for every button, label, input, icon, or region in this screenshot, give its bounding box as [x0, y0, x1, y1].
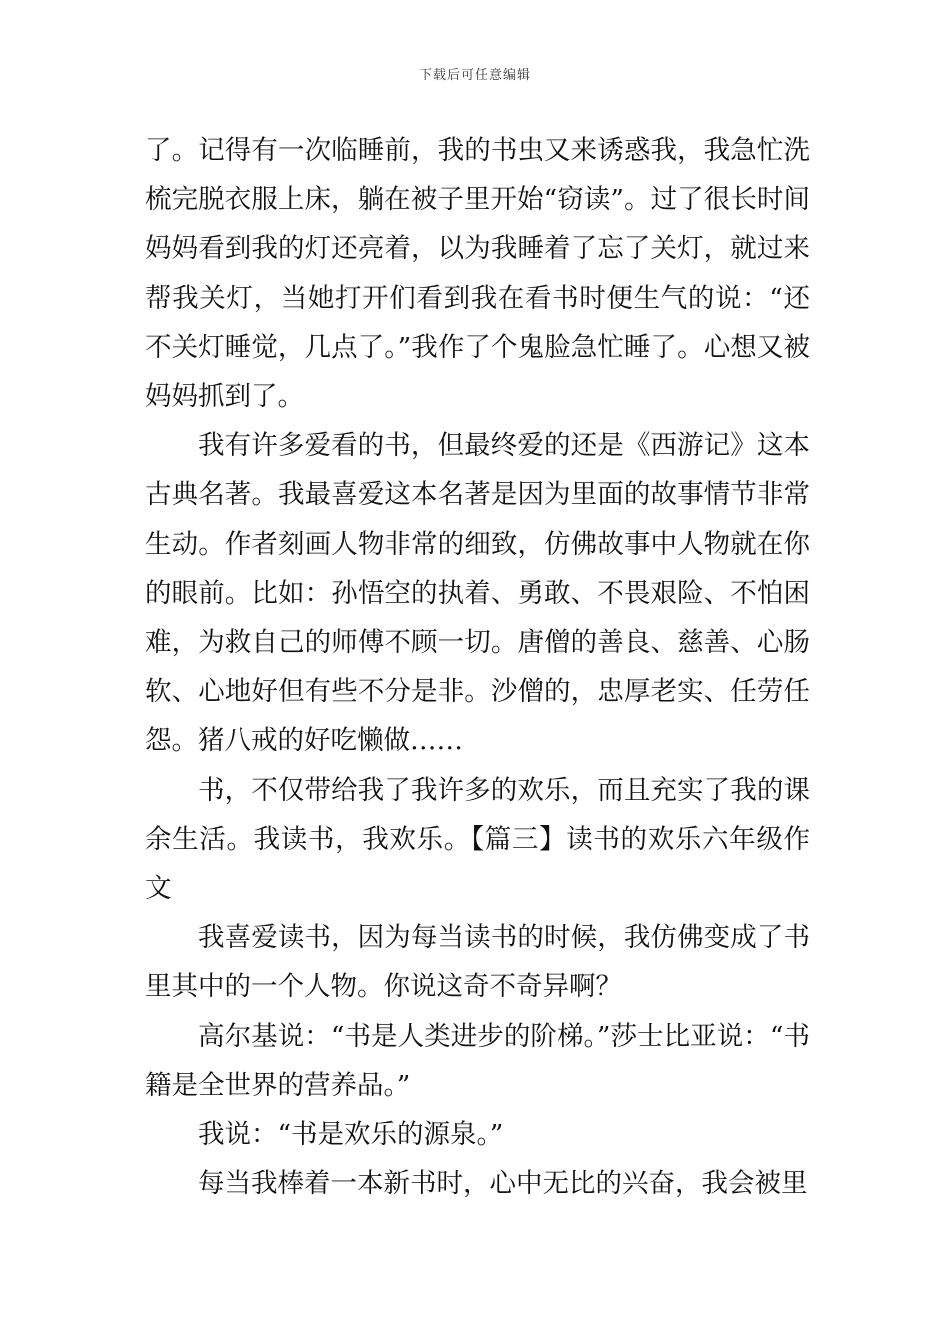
paragraph-4: 我喜爱读书，因为每当读书的时候，我仿佛变成了书里其中的一个人物。你说这奇不奇异啊？: [145, 922, 810, 1003]
paragraph-3: 书，不仅带给我了我许多的欢乐，而且充实了我的课余生活。我读书，我欢乐。【篇三】读书的欢乐六年级作文: [145, 774, 810, 905]
paragraph-1: 了。记得有一次临睡前，我的书虫又来诱惑我，我急忙洗梳完脱衣服上床，躺在被子里开始“窃读”。过了很长时间妈妈看到我的灯还亮着，以为我睡着了忘了关灯，就过来帮我关灯，当她打开们看到我在看书时便生气的说：“还不关灯睡觉，几点了。”我作了个鬼脸急忙睡了。心想又被妈妈抓到了。: [145, 135, 810, 413]
paragraph-6: 我说：“书是欢乐的源泉。”: [198, 1119, 504, 1151]
document-body: [145, 126, 810, 1208]
page-header: 下载后可任意编辑: [418, 68, 531, 83]
paragraph-2: 我有许多爱看的书，但最终爱的还是《西游记》这本古典名著。我最喜爱这本名著是因为里面的故事情节非常生动。作者刻画人物非常的细致，仿佛故事中人物就在你的眼前。比如：孙悟空的执着、勇敢、不畏艰险、不怕困难，为救自己的师傅不顾一切。唐僧的善良、慈善、心肠软、心地好但有些不分是非。沙僧的，忠厚老实、任劳任怨。猪八戒的好吃懒做……: [145, 430, 810, 757]
paragraph-5: 高尔基说：“书是人类进步的阶梯。”莎士比亚说：“书籍是全世界的营养品。”: [145, 1020, 810, 1101]
paragraph-7: 每当我棒着一本新书时，心中无比的兴奋，我会被里: [198, 1168, 808, 1200]
